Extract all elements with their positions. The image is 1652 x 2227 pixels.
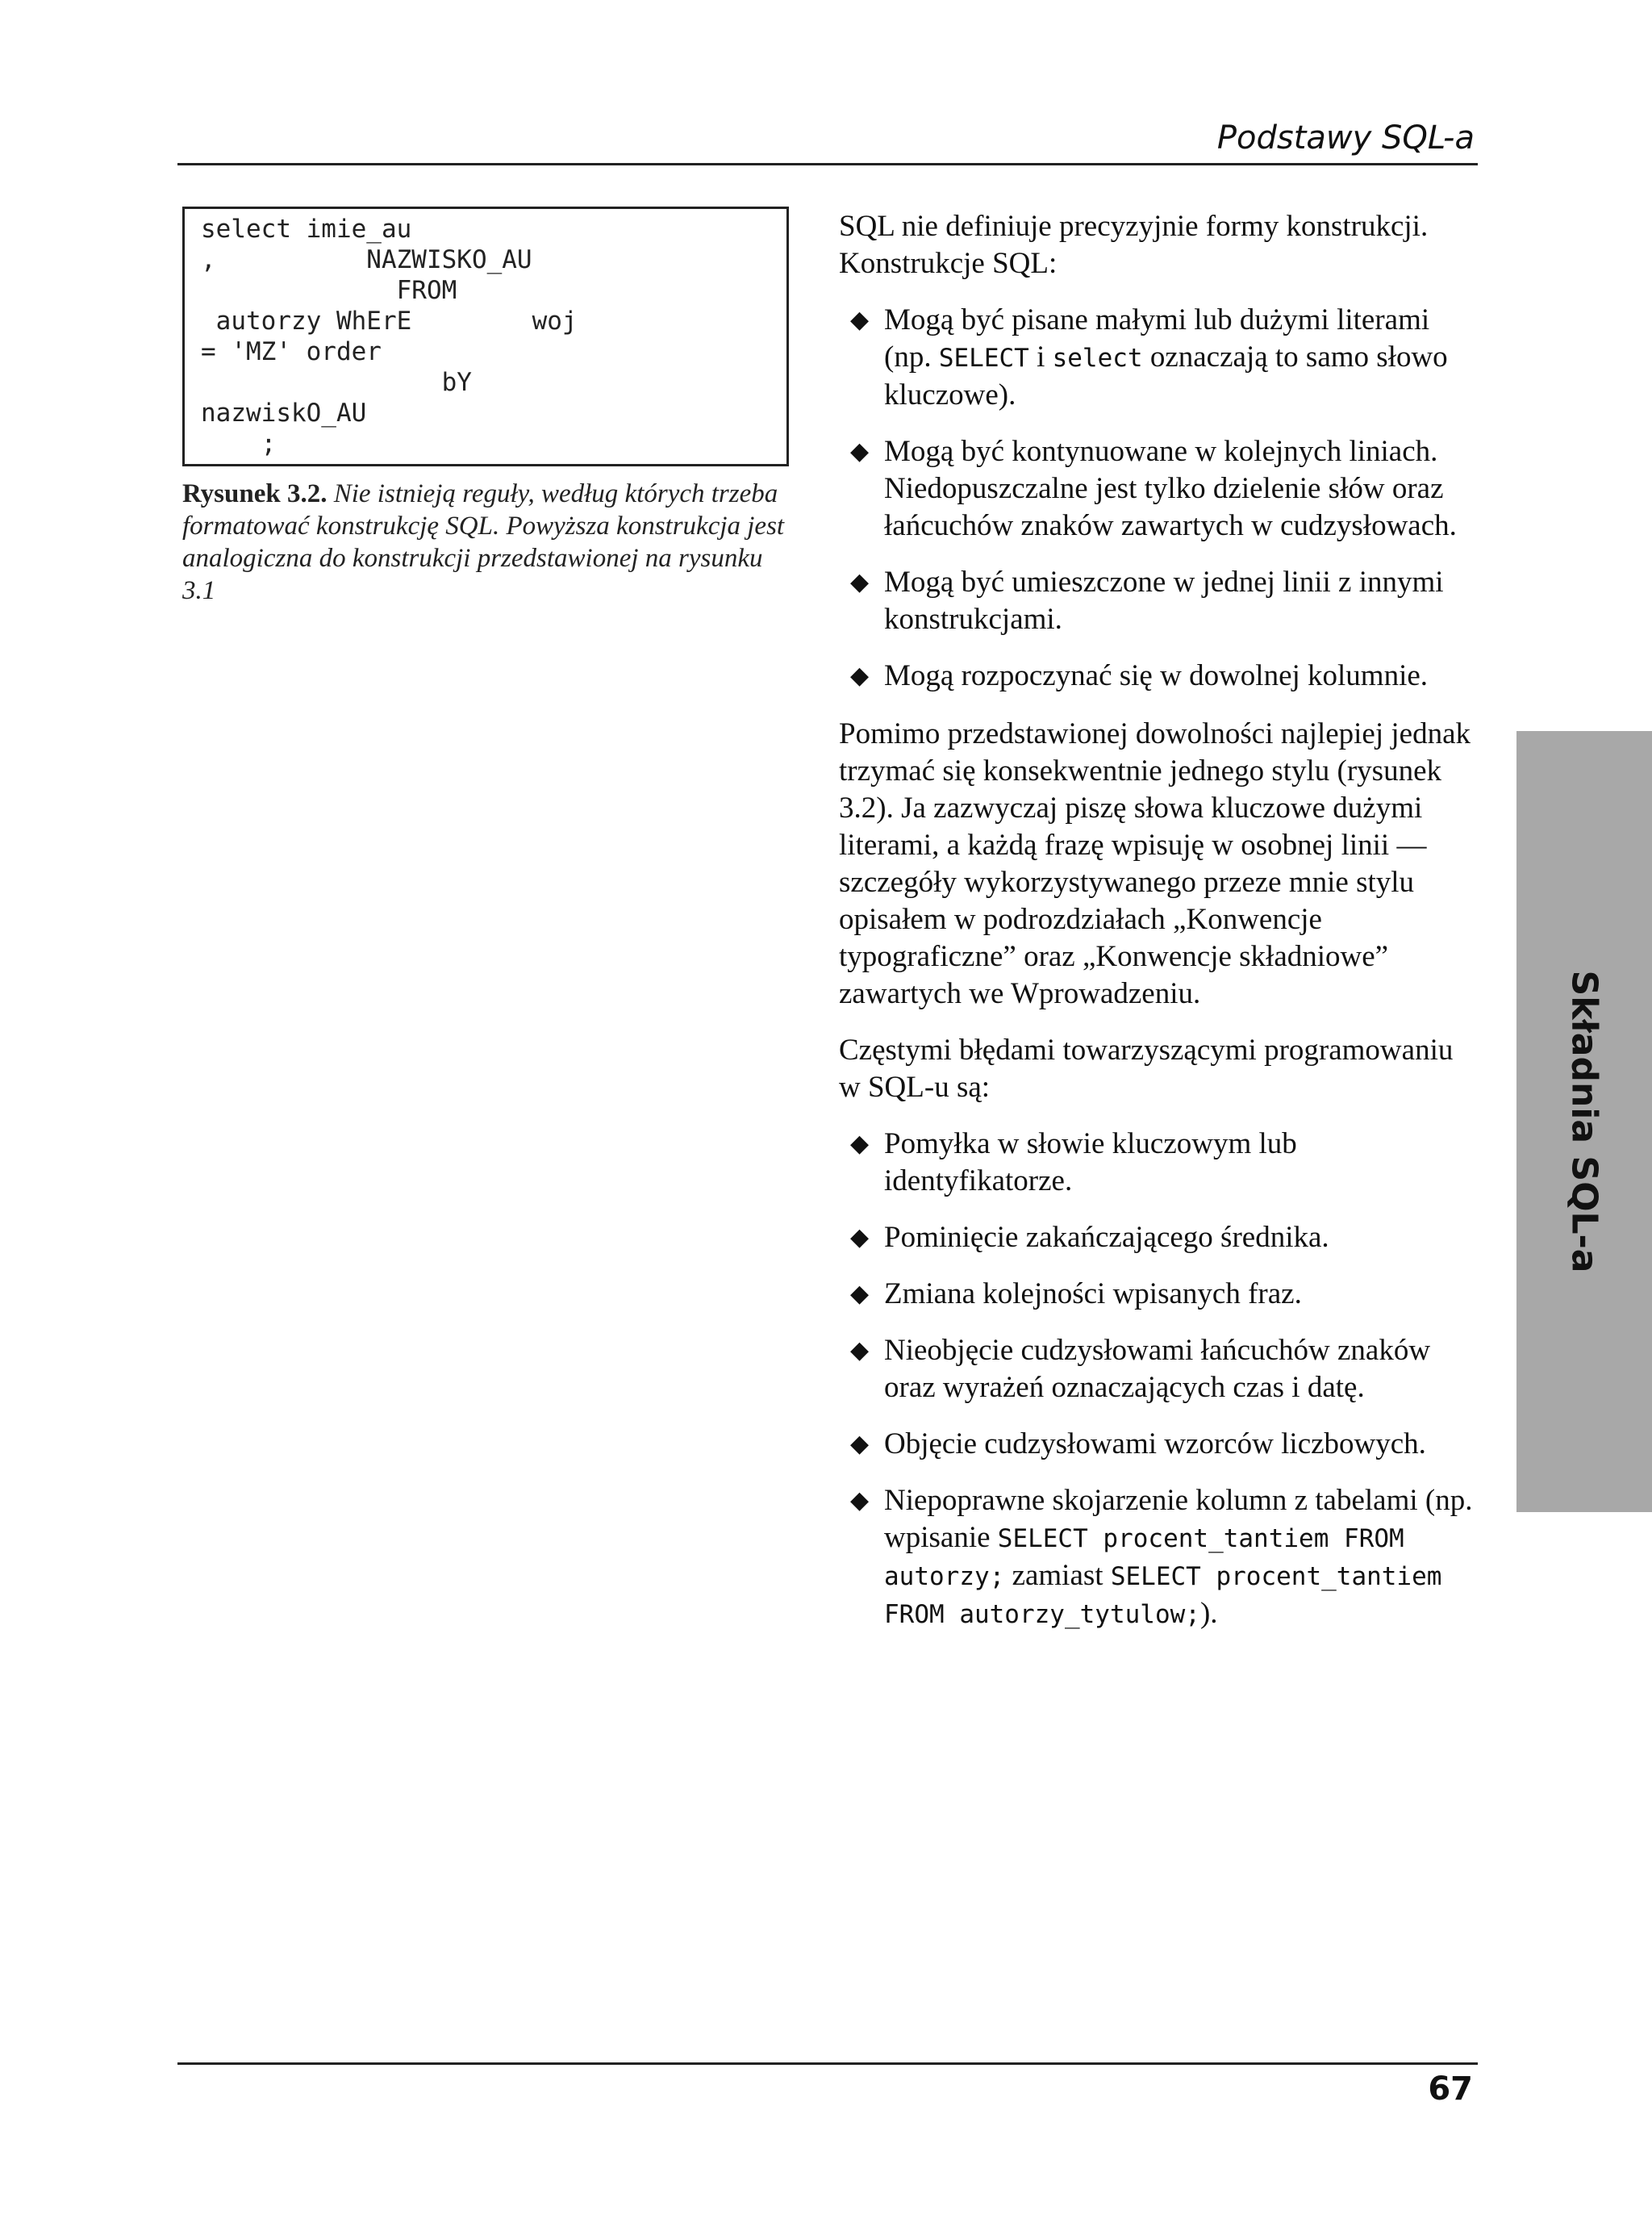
list-item: [839, 1126, 1476, 1200]
item-text: ).: [1199, 1597, 1218, 1630]
diamond-bullet-icon: ◆: [850, 306, 870, 334]
item-text: oznaczają to samo słowo kluczowe).: [884, 341, 1448, 412]
item-text: Mogą rozpoczynać się w dowolnej kolumnie.: [884, 659, 1429, 692]
style-paragraph: Pomimo przedstawionej dowolności najlepiej jednak trzymać się konsekwentnie jednego stylu (rysunek 3.2). Ja zazwyczaj piszę słowa kluczowe dużymi literami, a każdą frazę wpisuję w osobnej linii — szczegóły wykorzystywanego przeze mnie stylu opisałem w podrozdziałach „Konwencje typograficzne” oraz „Konwencje składniowe” zawartych we Wprowadzeniu.: [839, 717, 1471, 1010]
code-line: ;: [201, 429, 277, 458]
list-item: [839, 1219, 1476, 1256]
list-item: [839, 658, 1476, 695]
running-header: Podstawy SQL-a: [1216, 119, 1475, 157]
code-line: = 'MZ' order: [201, 337, 382, 366]
diamond-bullet-icon: ◆: [850, 1486, 870, 1515]
list-item: [839, 1276, 1476, 1313]
diamond-bullet-icon: ◆: [850, 1280, 870, 1308]
list-item: [839, 1332, 1476, 1406]
item-text: Pomyłka w słowie kluczowym lub identyfikatorze.: [884, 1127, 1297, 1197]
list-item: [839, 1426, 1476, 1463]
chapter-tab-label: Składnia SQL-a: [1563, 970, 1605, 1273]
code-line: select imie_au: [201, 215, 412, 244]
inline-code: select: [1052, 344, 1143, 373]
caption-text: Nie istnieją reguły, według których trzeba formatować konstrukcję SQL. Powyższa konstrukcja jest analogiczna do konstrukcji przedstawionej na rysunku 3.1: [182, 479, 785, 605]
list-item: [839, 564, 1476, 638]
errors-intro-paragraph: Częstymi błędami towarzyszącymi programowaniu w SQL-u są:: [839, 1034, 1454, 1104]
diamond-bullet-icon: ◆: [850, 662, 870, 690]
code-line: autorzy WhErE woj: [201, 307, 578, 336]
code-line: FROM: [201, 276, 457, 305]
footer-rule: [177, 2062, 1478, 2065]
rules-list: [839, 302, 1476, 695]
main-text-column: [839, 208, 1476, 1654]
item-text: Zmiana kolejności wpisanych fraz.: [884, 1277, 1302, 1310]
diamond-bullet-icon: ◆: [850, 1336, 870, 1364]
item-text: Nieobjęcie cudzysłowami łańcuchów znaków oraz wyrażeń oznaczających czas i datę.: [884, 1334, 1431, 1404]
code-line: bY: [201, 368, 472, 397]
code-line: nazwiskO_AU: [201, 399, 367, 428]
list-item: [839, 1482, 1476, 1633]
figure-caption: [182, 478, 795, 607]
diamond-bullet-icon: ◆: [850, 437, 870, 466]
item-text: Mogą być umieszczone w jednej linii z innymi konstrukcjami.: [884, 566, 1444, 636]
list-item: [839, 433, 1476, 545]
page-number: 67: [1428, 2070, 1473, 2108]
diamond-bullet-icon: ◆: [850, 1430, 870, 1458]
caption-label: Rysunek 3.2.: [182, 479, 327, 508]
item-text: Niepoprawne skojarzenie kolumn z tabelami (np. wpisanie: [884, 1484, 1473, 1554]
code-line: , NAZWISKO_AU: [201, 245, 532, 274]
item-text: Mogą być pisane małymi lub dużymi literami (np.: [884, 303, 1430, 374]
list-item: [839, 302, 1476, 414]
item-text: i: [1028, 341, 1053, 374]
item-text: Mogą być kontynuowane w kolejnych liniach. Niedopuszczalne jest tylko dzielenie słów oraz łańcuchów znaków zawartych w cudzysłowach.: [884, 435, 1457, 542]
header-rule: [177, 163, 1478, 165]
item-text: zamiast: [1004, 1559, 1111, 1592]
inline-code: SELECT: [938, 344, 1029, 373]
inline-code: SELECT procent_tantiem FROM autorzy;: [884, 1524, 1404, 1591]
diamond-bullet-icon: ◆: [850, 1130, 870, 1158]
code-figure: [182, 207, 789, 466]
diamond-bullet-icon: ◆: [850, 568, 870, 596]
item-text: Objęcie cudzysłowami wzorców liczbowych.: [884, 1427, 1426, 1460]
chapter-thumb-tab: [1516, 731, 1652, 1512]
errors-list: [839, 1126, 1476, 1633]
diamond-bullet-icon: ◆: [850, 1223, 870, 1251]
intro-paragraph: SQL nie definiuje precyzyjnie formy konstrukcji. Konstrukcje SQL:: [839, 210, 1429, 280]
inline-code: SELECT procent_tantiem FROM autorzy_tytulow;: [884, 1562, 1442, 1629]
item-text: Pominięcie zakańczającego średnika.: [884, 1221, 1329, 1254]
